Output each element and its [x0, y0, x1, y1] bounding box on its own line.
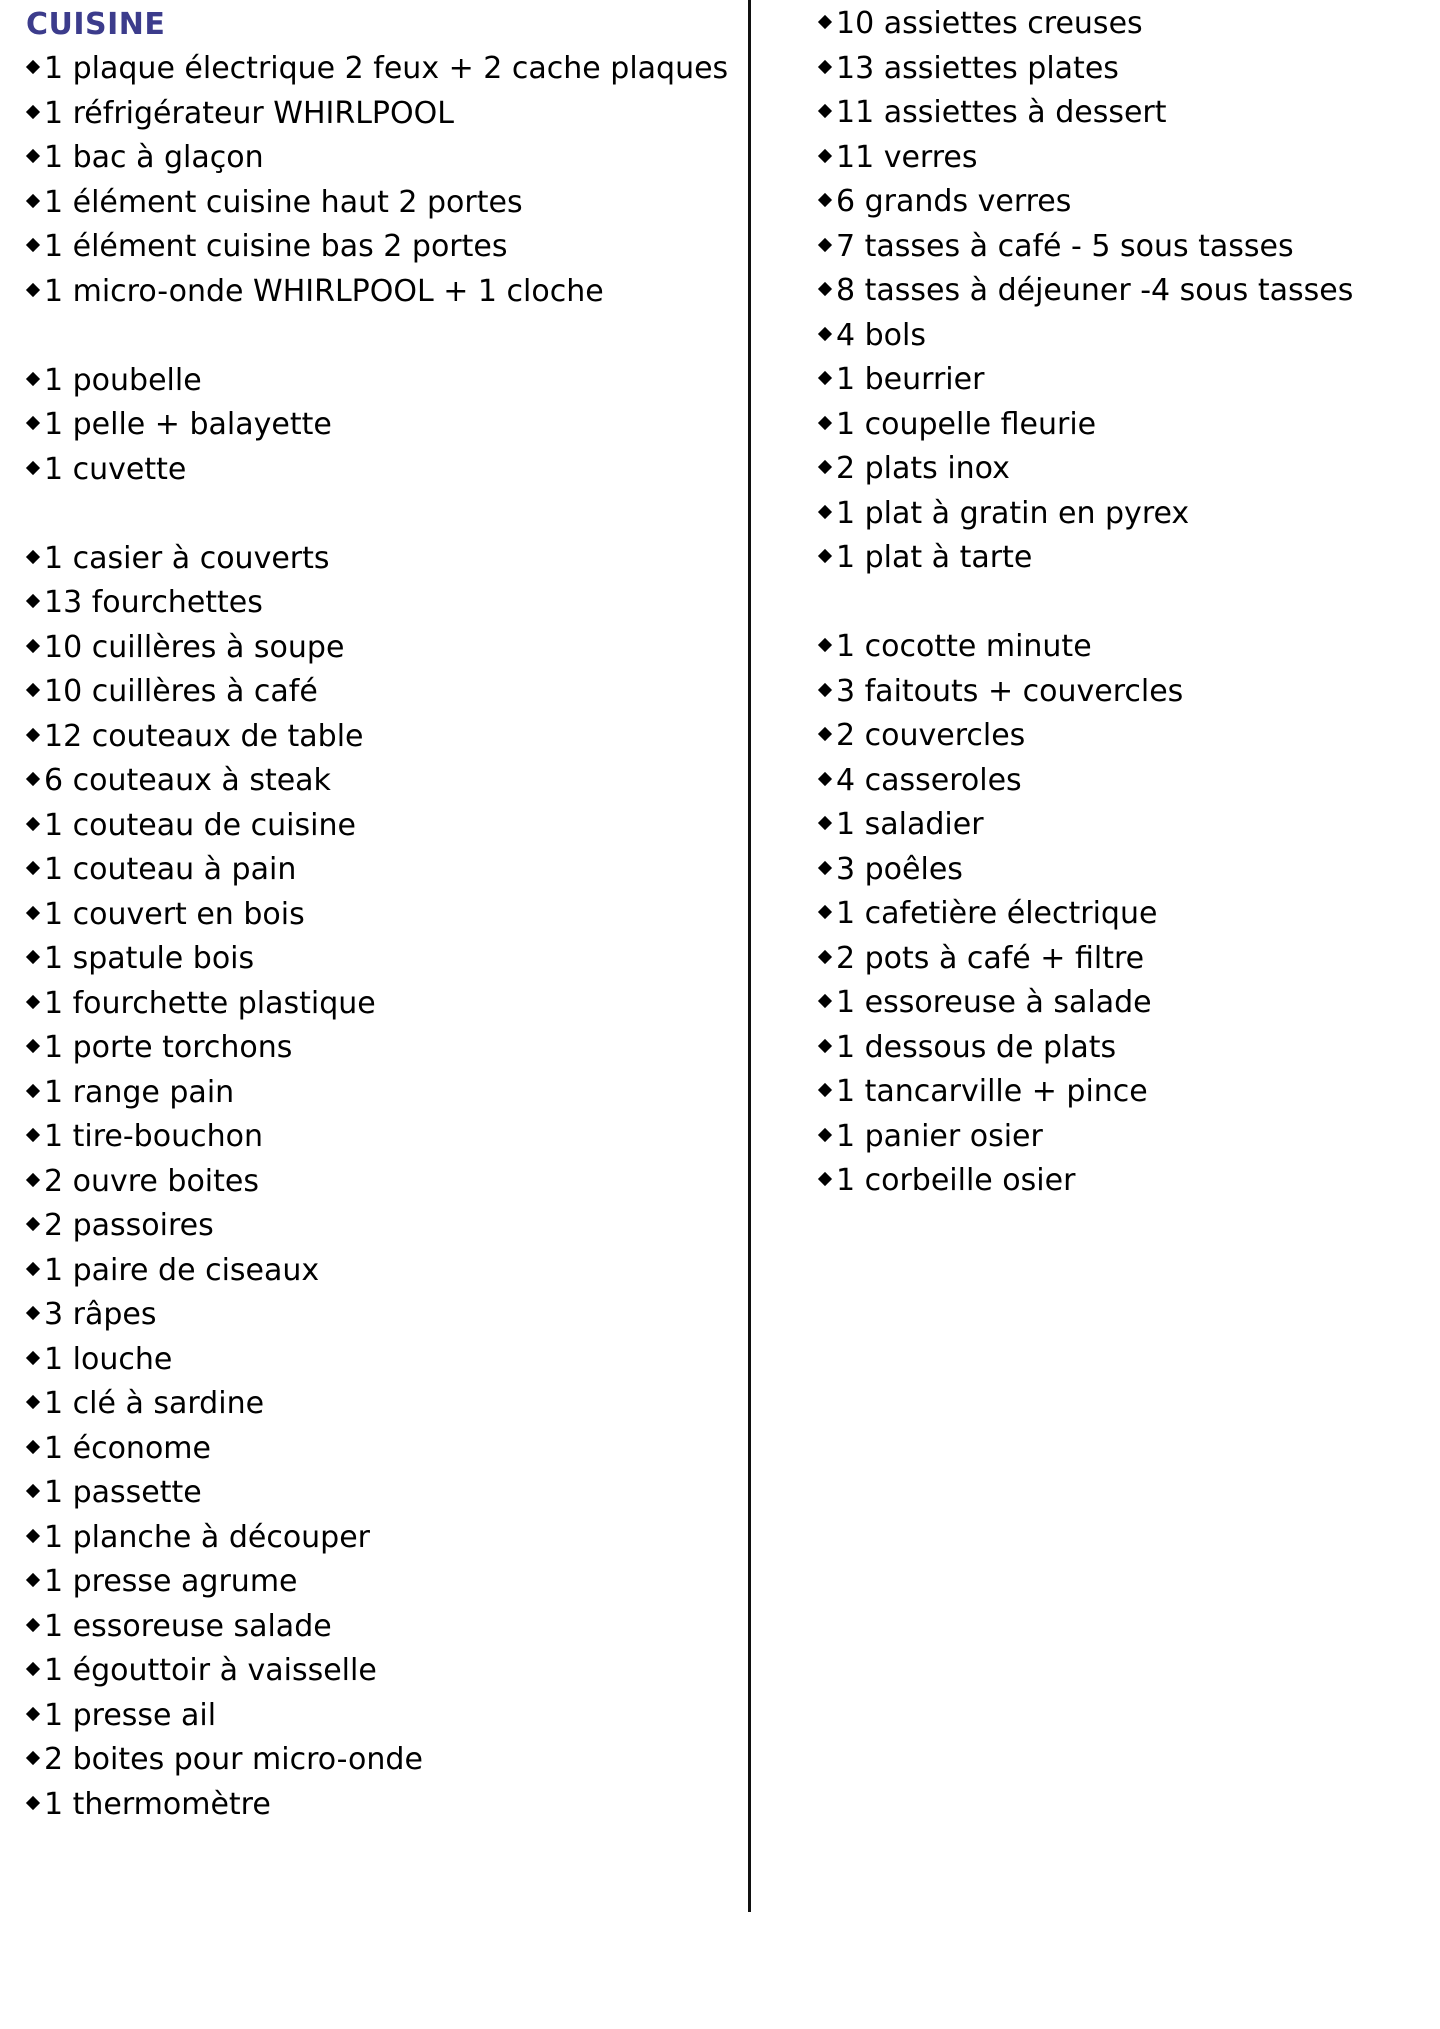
list-item [26, 1427, 726, 1472]
list-item-label: 3 râpes [44, 1297, 157, 1332]
list-item-label: 1 presse agrume [44, 1564, 298, 1599]
list-item [26, 804, 726, 849]
list-item-label: 1 paire de ciseaux [44, 1252, 320, 1288]
list-item-label: 6 grands verres [836, 184, 1072, 219]
list-item-label: 1 plaque électrique 2 feux + 2 cache plaques [44, 51, 729, 86]
diamond-bullet-icon [26, 194, 40, 208]
list-item [26, 181, 726, 226]
diamond-bullet-icon [26, 416, 40, 430]
list-item-label: 1 élément cuisine haut 2 portes [44, 184, 523, 220]
diamond-bullet-icon [818, 994, 832, 1008]
list-item-label: 13 assiettes plates [836, 50, 1119, 86]
list-spacer [818, 581, 1418, 626]
list-item [26, 893, 726, 938]
diamond-bullet-icon [818, 15, 832, 29]
list-item-label: 1 économe [44, 1430, 211, 1466]
list-item [818, 180, 1418, 225]
list-item [26, 1204, 726, 1249]
list-item [26, 1471, 726, 1516]
list-item [26, 715, 726, 760]
list-item-label: 7 tasses à café - 5 sous tasses [836, 228, 1294, 264]
list-item-label: 2 plats inox [836, 451, 1010, 486]
list-item [26, 47, 729, 92]
list-spacer [26, 314, 726, 359]
list-item-label: 10 assiettes creuses [836, 6, 1143, 41]
list-item [818, 848, 1418, 893]
list-item [818, 892, 1418, 937]
list-item-label: 1 clé à sardine [44, 1386, 265, 1421]
list-item-label: 1 micro-onde WHIRLPOOL + 1 cloche [44, 273, 604, 309]
column-divider [748, 0, 751, 1912]
list-item [26, 1738, 726, 1783]
list-item [26, 359, 726, 404]
list-item-label: 3 faitouts + couvercles [836, 673, 1184, 709]
list-item-label: 13 fourchettes [44, 585, 263, 620]
list-item-label: 1 fourchette plastique [44, 985, 376, 1021]
diamond-bullet-icon [26, 1662, 40, 1676]
list-item-label: 1 louche [44, 1341, 173, 1377]
list-item [818, 803, 1418, 848]
list-item [818, 714, 1418, 759]
list-item-label: 2 boites pour micro-onde [44, 1742, 423, 1777]
diamond-bullet-icon [26, 60, 40, 74]
list-item [26, 1605, 726, 1650]
diamond-bullet-icon [26, 105, 40, 119]
diamond-bullet-icon [26, 550, 40, 564]
list-item-label: 1 bac à glaçon [44, 140, 264, 175]
list-item-label: 1 corbeille osier [836, 1163, 1076, 1198]
diamond-bullet-icon [26, 1529, 40, 1543]
list-item [818, 1115, 1418, 1160]
list-item-label: 2 passoires [44, 1208, 214, 1243]
diamond-bullet-icon [818, 1172, 832, 1186]
list-item-label: 1 pelle + balayette [44, 407, 332, 442]
list-item [26, 92, 726, 137]
diamond-bullet-icon [26, 1262, 40, 1276]
list-item [26, 1382, 726, 1427]
list-item [26, 448, 726, 493]
list-item-label: 11 verres [836, 139, 978, 175]
diamond-bullet-icon [26, 372, 40, 386]
list-item-label: 1 spatule bois [44, 941, 255, 976]
list-item-label: 1 dessous de plats [836, 1029, 1117, 1065]
list-item [818, 981, 1418, 1026]
list-item [818, 1026, 1418, 1071]
list-item [26, 1694, 726, 1739]
list-item [26, 1338, 726, 1383]
list-item-label: 1 beurrier [836, 362, 985, 397]
list-item-label: 1 élément cuisine bas 2 portes [44, 229, 508, 264]
list-item-label: 10 cuillères à café [44, 674, 318, 709]
diamond-bullet-icon [26, 1128, 40, 1142]
list-item [26, 982, 726, 1027]
list-item-label: 1 couteau de cuisine [44, 807, 356, 843]
list-item [818, 625, 1418, 670]
list-item [26, 1649, 726, 1694]
diamond-bullet-icon [26, 1039, 40, 1053]
list-item-label: 1 essoreuse salade [44, 1608, 332, 1644]
list-item [26, 136, 726, 181]
diamond-bullet-icon [26, 772, 40, 786]
list-item-label: 10 cuillères à soupe [44, 629, 345, 665]
list-item [26, 537, 726, 582]
list-item-label: 1 passette [44, 1475, 202, 1510]
list-item [818, 91, 1418, 136]
diamond-bullet-icon [26, 683, 40, 697]
list-item-label: 1 poubelle [44, 362, 202, 398]
list-item [26, 1783, 726, 1828]
diamond-bullet-icon [26, 817, 40, 831]
diamond-bullet-icon [26, 728, 40, 742]
diamond-bullet-icon [818, 1128, 832, 1142]
diamond-bullet-icon [818, 238, 832, 252]
list-item [818, 1159, 1418, 1204]
diamond-bullet-icon [26, 1707, 40, 1721]
list-spacer [26, 492, 726, 537]
list-item [818, 492, 1418, 537]
diamond-bullet-icon [26, 1484, 40, 1498]
list-item [26, 1516, 726, 1561]
diamond-bullet-icon [26, 238, 40, 252]
diamond-bullet-icon [26, 1217, 40, 1231]
left-item-list [26, 47, 729, 1827]
list-item-label: 1 plat à tarte [836, 540, 1033, 575]
diamond-bullet-icon [818, 193, 832, 207]
diamond-bullet-icon [26, 950, 40, 964]
list-item-label: 1 plat à gratin en pyrex [836, 495, 1190, 531]
diamond-bullet-icon [818, 416, 832, 430]
list-item [26, 1560, 726, 1605]
section-title: CUISINE [26, 7, 166, 42]
list-item [26, 270, 726, 315]
list-item-label: 1 panier osier [836, 1118, 1043, 1154]
list-item [818, 358, 1418, 403]
list-item [818, 447, 1418, 492]
diamond-bullet-icon [818, 950, 832, 964]
list-item [26, 225, 726, 270]
list-item [26, 581, 726, 626]
diamond-bullet-icon [26, 906, 40, 920]
diamond-bullet-icon [26, 995, 40, 1009]
diamond-bullet-icon [26, 1440, 40, 1454]
left-column [26, 2, 729, 1827]
diamond-bullet-icon [818, 1039, 832, 1053]
right-column [818, 2, 1418, 1204]
list-item-label: 1 couvert en bois [44, 896, 305, 932]
diamond-bullet-icon [26, 1395, 40, 1409]
list-item [26, 626, 726, 671]
list-item-label: 1 casier à couverts [44, 540, 330, 576]
list-item-label: 3 poêles [836, 851, 963, 887]
list-item-label: 1 cafetière électrique [836, 896, 1158, 931]
list-item-label: 4 casseroles [836, 762, 1022, 798]
list-item-label: 6 couteaux à steak [44, 763, 331, 798]
diamond-bullet-icon [26, 1751, 40, 1765]
right-item-list [818, 2, 1418, 1204]
list-item [26, 937, 726, 982]
list-item-label: 1 thermomètre [44, 1786, 271, 1822]
diamond-bullet-icon [26, 1618, 40, 1632]
list-item [818, 2, 1418, 47]
list-item-label: 1 presse ail [44, 1697, 217, 1733]
list-item-label: 1 porte torchons [44, 1030, 293, 1065]
list-item-label: 4 bols [836, 317, 926, 353]
diamond-bullet-icon [26, 1084, 40, 1098]
diamond-bullet-icon [26, 594, 40, 608]
diamond-bullet-icon [818, 149, 832, 163]
list-item-label: 1 tire-bouchon [44, 1119, 263, 1154]
list-item [818, 759, 1418, 804]
list-item [26, 1026, 726, 1071]
list-item-label: 1 range pain [44, 1074, 235, 1110]
list-item [818, 1070, 1418, 1115]
diamond-bullet-icon [818, 727, 832, 741]
diamond-bullet-icon [818, 905, 832, 919]
diamond-bullet-icon [818, 816, 832, 830]
list-item-label: 1 planche à découper [44, 1519, 371, 1555]
list-item-label: 11 assiettes à dessert [836, 95, 1167, 130]
list-item [26, 1115, 726, 1160]
diamond-bullet-icon [818, 104, 832, 118]
diamond-bullet-icon [818, 282, 832, 296]
list-item [818, 225, 1418, 270]
list-item [26, 670, 726, 715]
diamond-bullet-icon [26, 1306, 40, 1320]
list-item-label: 1 essoreuse à salade [836, 985, 1152, 1020]
list-item-label: 12 couteaux de table [44, 718, 364, 754]
list-item [818, 314, 1418, 359]
diamond-bullet-icon [26, 1173, 40, 1187]
list-item [818, 670, 1418, 715]
diamond-bullet-icon [818, 327, 832, 341]
diamond-bullet-icon [26, 1796, 40, 1810]
list-item [818, 403, 1418, 448]
list-item-label: 2 ouvre boites [44, 1163, 259, 1199]
list-item-label: 8 tasses à déjeuner -4 sous tasses [836, 273, 1354, 308]
list-item-label: 1 tancarville + pince [836, 1074, 1148, 1109]
list-item [818, 536, 1418, 581]
diamond-bullet-icon [818, 549, 832, 563]
diamond-bullet-icon [818, 683, 832, 697]
diamond-bullet-icon [818, 1083, 832, 1097]
list-item-label: 1 couteau à pain [44, 852, 297, 887]
diamond-bullet-icon [26, 861, 40, 875]
list-item [26, 1293, 726, 1338]
diamond-bullet-icon [818, 371, 832, 385]
list-item [26, 1249, 726, 1294]
list-item [818, 47, 1418, 92]
diamond-bullet-icon [818, 460, 832, 474]
list-item-label: 1 égouttoir à vaisselle [44, 1653, 377, 1688]
list-item [26, 1160, 726, 1205]
diamond-bullet-icon [26, 1573, 40, 1587]
list-item [26, 759, 726, 804]
diamond-bullet-icon [26, 1351, 40, 1365]
list-item [818, 136, 1418, 181]
diamond-bullet-icon [818, 638, 832, 652]
diamond-bullet-icon [818, 60, 832, 74]
diamond-bullet-icon [818, 861, 832, 875]
diamond-bullet-icon [26, 283, 40, 297]
diamond-bullet-icon [26, 461, 40, 475]
list-item [26, 403, 726, 448]
list-item-label: 2 pots à café + filtre [836, 940, 1145, 976]
list-item-label: 1 cocotte minute [836, 629, 1092, 664]
diamond-bullet-icon [818, 772, 832, 786]
list-item-label: 2 couvercles [836, 718, 1026, 753]
list-item-label: 1 saladier [836, 807, 984, 842]
list-item-label: 1 cuvette [44, 451, 187, 487]
list-item [26, 1071, 726, 1116]
list-item [818, 937, 1418, 982]
diamond-bullet-icon [818, 505, 832, 519]
list-item-label: 1 coupelle fleurie [836, 406, 1097, 442]
diamond-bullet-icon [26, 149, 40, 163]
diamond-bullet-icon [26, 639, 40, 653]
list-item [26, 848, 726, 893]
list-item [818, 269, 1418, 314]
list-item-label: 1 réfrigérateur WHIRLPOOL [44, 95, 454, 131]
